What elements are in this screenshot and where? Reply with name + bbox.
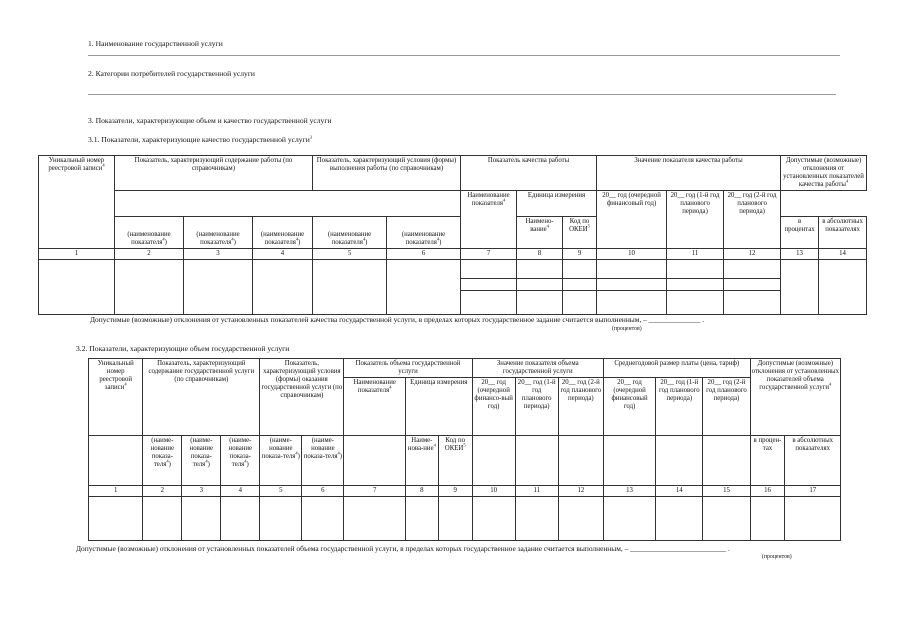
t1-num: 4 <box>253 249 313 260</box>
section-3-title: 3. Показатели, характеризующие объем и качество государственной услуги <box>88 116 332 125</box>
t2-num: 7 <box>344 486 406 497</box>
t2-year-2: 20__ год (1-й год планового периода) <box>515 378 558 436</box>
t2-col-content: Показатель, характеризующий содержание государственной услуги (по справочникам) <box>143 359 260 436</box>
t1-year-3: 20__ год (2-й год планового периода) <box>724 191 781 249</box>
t2-price-year-3: 20__ год (2-й год планового периода) <box>703 378 750 436</box>
t2-num: 16 <box>750 486 785 497</box>
t2-num: 9 <box>438 486 472 497</box>
t2-num: 2 <box>143 486 182 497</box>
t2-num: 5 <box>260 486 302 497</box>
t1-num: 14 <box>819 249 867 260</box>
t2-year-3: 20__ год (2-й год планового периода) <box>558 378 603 436</box>
t1-okei: Код по ОКЕИ$^5$ <box>563 217 597 249</box>
t1-col-quality: Показатель качества работы <box>461 156 597 191</box>
t2-col-registry: Уникальный номер реестровой записи$^4$ <box>89 359 143 436</box>
t1-sub-unit: Единица измерения <box>517 191 597 217</box>
t1-num: 2 <box>115 249 184 260</box>
t2-num: 14 <box>656 486 703 497</box>
t2-pct: в процен-тах <box>750 436 785 486</box>
volume-table <box>88 358 841 541</box>
t2-okei: Код по ОКЕИ$^5$ <box>438 436 472 486</box>
section-2-title: 2. Категории потребителей государственной услуги <box>88 69 255 78</box>
t2-num: 8 <box>405 486 438 497</box>
section-3-2-title: 3.2. Показатели, характеризующие объем государственной услуги <box>76 344 290 353</box>
t2-sub-indicator-name: Наименование показателя$^4$ <box>344 378 406 436</box>
t2-price-year-1: 20__ год (очередной финансовый год) <box>603 378 655 436</box>
t1-col-registry: Уникальный номер реестровой записи$^4$ <box>39 156 115 249</box>
t2-price-year-2: 20__ год (1-й год планового периода) <box>656 378 703 436</box>
t2-name-3: (наиме-нование показа-теля$^4$) <box>182 436 221 486</box>
t2-col-deviations: Допустимые (возможные) отклонения от установленных показателей объема государственной услуги$^4$ <box>750 359 840 436</box>
t2-name-6: (наиме-нование показа-теля$^4$) <box>302 436 344 486</box>
t2-num: 6 <box>302 486 344 497</box>
t2-num: 11 <box>515 486 558 497</box>
t1-abs: в абсолютных показателях <box>819 217 867 249</box>
t1-num: 9 <box>563 249 597 260</box>
t1-num: 7 <box>461 249 517 260</box>
t1-num: 5 <box>313 249 387 260</box>
t1-year-1: 20__ год (очередной финансовый год) <box>597 191 667 249</box>
t1-pct: в процентах <box>781 217 819 249</box>
t2-year-1: 20__ год (очередной финансо-вый год) <box>472 378 515 436</box>
t1-num: 10 <box>597 249 667 260</box>
t2-col-volume: Показатель объема государственной услуги <box>344 359 472 378</box>
t2-num: 10 <box>472 486 515 497</box>
section-3-1-title: 3.1. Показатели, характеризующие качество государственной услуги$^3$ <box>88 134 313 144</box>
t1-number-row <box>39 249 867 260</box>
t2-unit-name: Наиме-нова-ние$^4$ <box>405 436 438 486</box>
t2-num: 12 <box>558 486 603 497</box>
t1-num: 1 <box>39 249 115 260</box>
t1-col-deviations: Допустимые (возможные) отклонения от установленных показателей качества работы$^4$ <box>781 156 867 191</box>
t2-col-price: Среднегодовой размер платы (цена, тариф) <box>603 359 750 378</box>
t1-num: 11 <box>667 249 724 260</box>
t1-name-2: (наименование показателя$^4$) <box>115 217 184 249</box>
t2-abs: в абсолютных показателях <box>785 436 841 486</box>
t1-sub-indicator-name: Наименование показателя$^4$ <box>461 191 517 249</box>
t1-name-6: (наименование показателя$^4$) <box>387 217 461 249</box>
t2-num: 3 <box>182 486 221 497</box>
section-2-rule <box>88 94 836 95</box>
t2-sub-unit: Единица измерения <box>405 378 472 436</box>
t1-num: 8 <box>517 249 563 260</box>
t2-num: 1 <box>89 486 143 497</box>
t1-col-conditions: Показатель, характеризующий условия (формы) выполнения работы (по справочникам) <box>313 156 461 191</box>
t2-col-conditions: Показатель, характеризующий условия (формы) оказания государственной услуги (по справочникам) <box>260 359 344 436</box>
t1-num: 12 <box>724 249 781 260</box>
t1-name-5: (наименование показателя$^4$) <box>313 217 387 249</box>
t2-number-row <box>89 486 841 497</box>
t2-num: 15 <box>703 486 750 497</box>
table-row <box>89 497 841 541</box>
t1-name-4: (наименование показателя$^4$) <box>253 217 313 249</box>
section-1-rule <box>88 55 840 56</box>
t1-col-content: Показатель, характеризующий содержание работы (по справочникам) <box>115 156 313 191</box>
t2-num: 13 <box>603 486 655 497</box>
t1-num: 6 <box>387 249 461 260</box>
t2-name-2: (наиме-нование показа-теля$^4$) <box>143 436 182 486</box>
t1-name-3: (наименование показателя$^4$) <box>184 217 253 249</box>
t2-num: 17 <box>785 486 841 497</box>
section-1-title: 1. Наименование государственной услуги <box>88 39 223 48</box>
volume-deviation-note: Допустимые (возможные) отклонения от установленных показателей объема государственной услуги, в пределах которых государственное задание считается выполненным, – __________________________ . <box>76 544 730 553</box>
volume-deviation-unit: (процентов) <box>762 554 792 560</box>
t2-col-values: Значение показателя объема государственной услуги <box>472 359 603 378</box>
t1-num: 3 <box>184 249 253 260</box>
t2-num: 4 <box>221 486 260 497</box>
quality-deviation-unit: (процентов) <box>612 326 642 332</box>
t1-col-values: Значение показателя качества работы <box>597 156 781 191</box>
t2-name-4: (наиме-нование показа-теля$^4$) <box>221 436 260 486</box>
t1-num: 13 <box>781 249 819 260</box>
quality-deviation-note: Допустимые (возможные) отклонения от установленных показателей качества государственной услуги, в пределах которых государственное задание считается выполненным, – ______________ . <box>90 315 705 324</box>
t2-name-5: (наиме-нование показа-теля$^4$) <box>260 436 302 486</box>
t1-unit-name: Наимено-вание$^4$ <box>517 217 563 249</box>
t1-year-2: 20__ год (1-й год планового периода) <box>667 191 724 249</box>
table-row <box>39 260 867 279</box>
quality-table <box>38 155 867 315</box>
